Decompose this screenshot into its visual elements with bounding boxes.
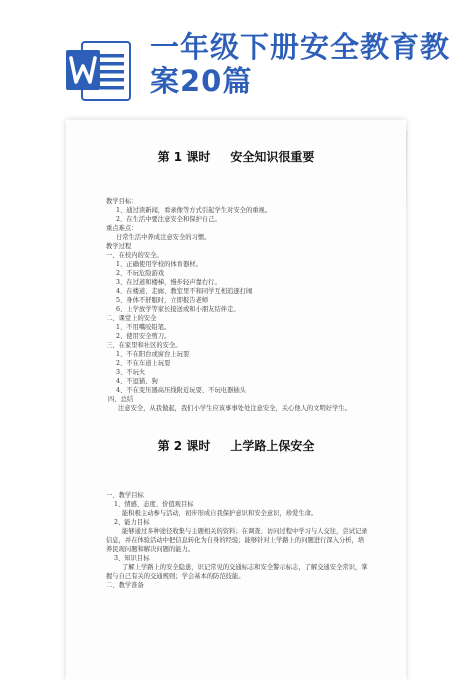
body-line: 1、情感、态度、价值观目标 [114, 501, 194, 508]
body-line: 2、使用安全剪刀。 [116, 333, 171, 340]
body-line: 4、在楼道、走廊、教室里不和同学互相追逐打闹 [116, 288, 253, 295]
body-line: 二、教学准备 [106, 582, 144, 589]
lesson-1-name: 安全知识很重要 [230, 150, 315, 164]
body-line: 1、正确使用学校的体育器材。 [116, 261, 202, 268]
body-line: 2、能力目标 [114, 519, 150, 526]
body-line: 一、在校内的安全。 [106, 252, 163, 259]
body-line: 能够通过多种途径收集与主题相关的资料；在调查、访问过程中学习与人交往，尝试记录 [122, 528, 368, 535]
body-line: 四、总结 [108, 396, 134, 403]
body-line: 4、不逗猫、狗 [116, 378, 158, 385]
cover-title: 一年级下册安全教育教案20篇 [150, 30, 451, 98]
body-line: 握与自己有关的交通规则；学会基本的防范技能。 [106, 573, 245, 580]
body-line: 2、在生活中要注意安全和保护自己。 [116, 216, 221, 223]
body-line: 重点难点： [106, 225, 138, 232]
lesson-2-name: 上学路上保安全 [230, 439, 315, 453]
body-line: 5、身体不舒服时，立即报告老师 [116, 297, 209, 304]
body-line: 6、上学放学等家长接送或和小朋友结伴走。 [116, 306, 240, 313]
body-line: 日常生活中养成注意安全的习惯。 [116, 234, 211, 241]
body-line: 了解上学路上的安全隐患，识记常见的交通标志和安全警示标志，了解交通安全常识，掌 [122, 564, 368, 571]
body-line: 二、课堂上的安全 [106, 315, 157, 322]
cover-header [0, 0, 474, 120]
body-line: 2、不玩危险游戏 [116, 270, 165, 277]
lesson-2-title [66, 437, 406, 454]
body-line: 1、不用嘴咬铅笔。 [116, 324, 171, 331]
lesson-1-title [66, 148, 406, 165]
body-line: 一、教学目标 [106, 492, 144, 499]
lesson-2-number: 第 2 课时 [157, 439, 211, 453]
document-page [66, 120, 406, 680]
body-line: 2、不在车道上玩耍 [116, 360, 171, 367]
body-line: 1、通过读新闻，看录像等方式引起学生对安全的重视。 [116, 207, 272, 214]
body-line: 3、在过道和楼梯，慢步轻声靠右行。 [116, 279, 221, 286]
lesson-1-number: 第 1 课时 [157, 150, 211, 164]
body-line: 能积极主动参与活动，初步形成自我保护意识和安全意识，珍爱生命。 [122, 510, 318, 517]
body-line: 1、不在阳台或窗台上玩耍 [116, 351, 190, 358]
word-document-icon [66, 40, 132, 102]
body-line: 三、在家里和社区的安全。 [106, 342, 182, 349]
body-line: 4、不在变压器高压线附近玩耍、不玩电器插头 [116, 387, 246, 394]
body-line: 信息，并在体验活动中把信息转化为自身的经验；能够针对上学路上的问题进行深入分析，培 [106, 537, 365, 544]
body-line: 教学过程 [106, 243, 132, 250]
body-line: 注意安全，从我做起，我们小学生应该事事处处注意安全，关心他人的文明好学生。 [118, 405, 351, 412]
body-line: 教学目标： [106, 198, 138, 205]
body-line: 3、不玩火 [116, 369, 146, 376]
body-line: 3、知识目标 [114, 555, 150, 562]
body-line: 养民现问题和解决问题的能力。 [106, 546, 195, 553]
